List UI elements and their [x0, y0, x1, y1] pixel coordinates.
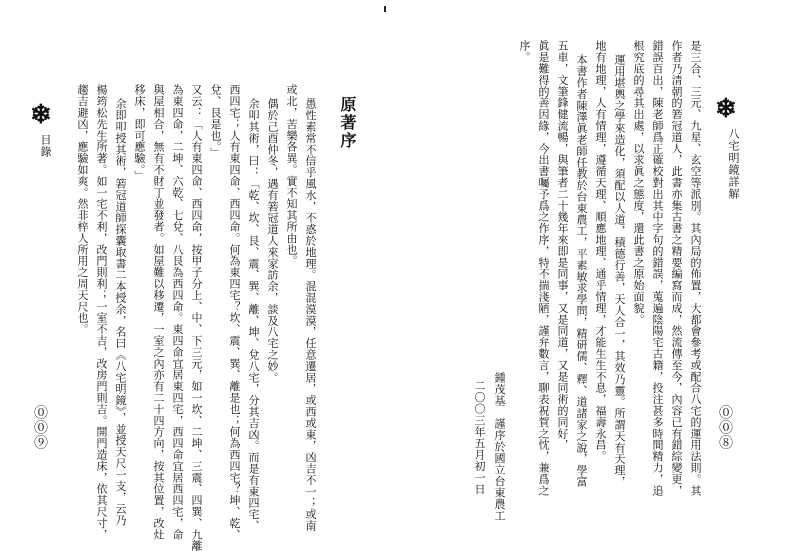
- text-column: 與屋相合，無有不財丁並發者。如屋難以移遷，一室之內亦有二十四方向，按其位置，改灶: [152, 84, 165, 540]
- text-column: 余即叩授其術，箬冠道師探囊取書二本授余，名曰《八宅明鏡》，並授天尺一支，云乃: [114, 98, 127, 526]
- toc-label: 目錄: [39, 134, 52, 158]
- signature-author: 鍾茂基 謹序於國立台東農工: [493, 372, 506, 522]
- signature-date: 二〇〇三年五月初一日: [473, 380, 486, 495]
- text-column: 地有地理，人有情理，遵循天理、順應地理、通乎情理，才能生生不息，福壽永昌。: [594, 40, 607, 462]
- page-number: ⓪⓪⑨: [32, 405, 48, 450]
- snowflake-icon: ❄: [30, 100, 52, 130]
- text-column: 眞是難得的善因緣，今出書囑予爲之作序，特不揣淺陋，謹弁數言，聊表祝賀之忱，兼爲之: [537, 40, 550, 496]
- text-column: 西四宅；人有東四命、西四命。何為東四宅？坎、震、巽、離是也；何為西四宅？坤、乾、: [228, 84, 241, 540]
- text-column: 運用堪輿之學來造化，須配以人道，積德行善，天人合一，其效乃靈。所謂天有天理，: [613, 54, 626, 488]
- page-number: ⓪⓪⑧: [717, 405, 733, 450]
- text-column: 余叩其術，曰：「乾、坎、艮、震、巽、離、坤、兌八宅，分其吉凶。而是有東四宅、: [247, 98, 260, 532]
- book-title-header: 八宅明鏡詳解: [727, 128, 740, 200]
- text-column: 為東四命，二坤、六乾、七兌、八艮為西四命。東四命宜居東四宅，西四命宜居西四宅，命: [171, 84, 184, 540]
- text-column: 或北，苦樂各異。實不知其所由也。: [285, 84, 298, 267]
- text-column: 愚性素常不信乎風水，不惑於地理。混混漠漠，任意遷居，或西或東，凶吉不一；或南: [304, 98, 317, 532]
- text-column: 楊筠松先生所著。如一宅不利，改門則利；一室不吉，改房門則吉。開門造床，依其尺寸，: [95, 84, 108, 540]
- page-title: 原著序: [338, 96, 357, 150]
- text-column: 又云：「人有東四命、西四命，按甲子分上、中、下三元，如一坎、二坤、三震、四巽、九離: [190, 84, 203, 552]
- snowflake-icon: ❄: [715, 94, 737, 124]
- right-page: [395, 0, 793, 560]
- text-column: 本書作者陳澤眞老師任教於台東農工，平素敏求學問，精研儒、釋、道諸家之說，學富: [575, 54, 588, 488]
- text-column: 趨吉避凶，應驗如爽。然非梓人所用之周天尺也。: [76, 84, 89, 335]
- text-column: 序。: [518, 40, 531, 63]
- text-column: 五車，文筆鋒健流暢，與筆者二十幾年來即是同事，又是同道，又是同術的同好，: [556, 40, 569, 451]
- text-column: 偶於己酉仲冬，遇有箬冠道人來家訪余，談及八宅之妙。: [266, 98, 279, 383]
- text-column: 錯誤百出，陳老師爲正確校對出其中字句的錯誤，蒐遍陰陽宅古籍，投注甚多時間精力，追: [651, 40, 664, 496]
- text-column: 作者乃清朝的箬冠道人，此書亦集古書之精要編寫而成，然流傳至今，內容已有錯綜變更，: [670, 40, 683, 496]
- text-column: 根究底的尋其出處，以求眞之態度，還此書之原始面貌。: [632, 40, 645, 325]
- text-column: 是三合、三元、九星、玄空等派別。其內局的佈置，大都會參考或配合八宅的運用法則。其: [689, 40, 702, 496]
- text-column: 移床，即可應驗。」: [133, 84, 146, 182]
- left-page: [0, 0, 385, 560]
- text-column: 兌、艮是也。」: [209, 84, 222, 159]
